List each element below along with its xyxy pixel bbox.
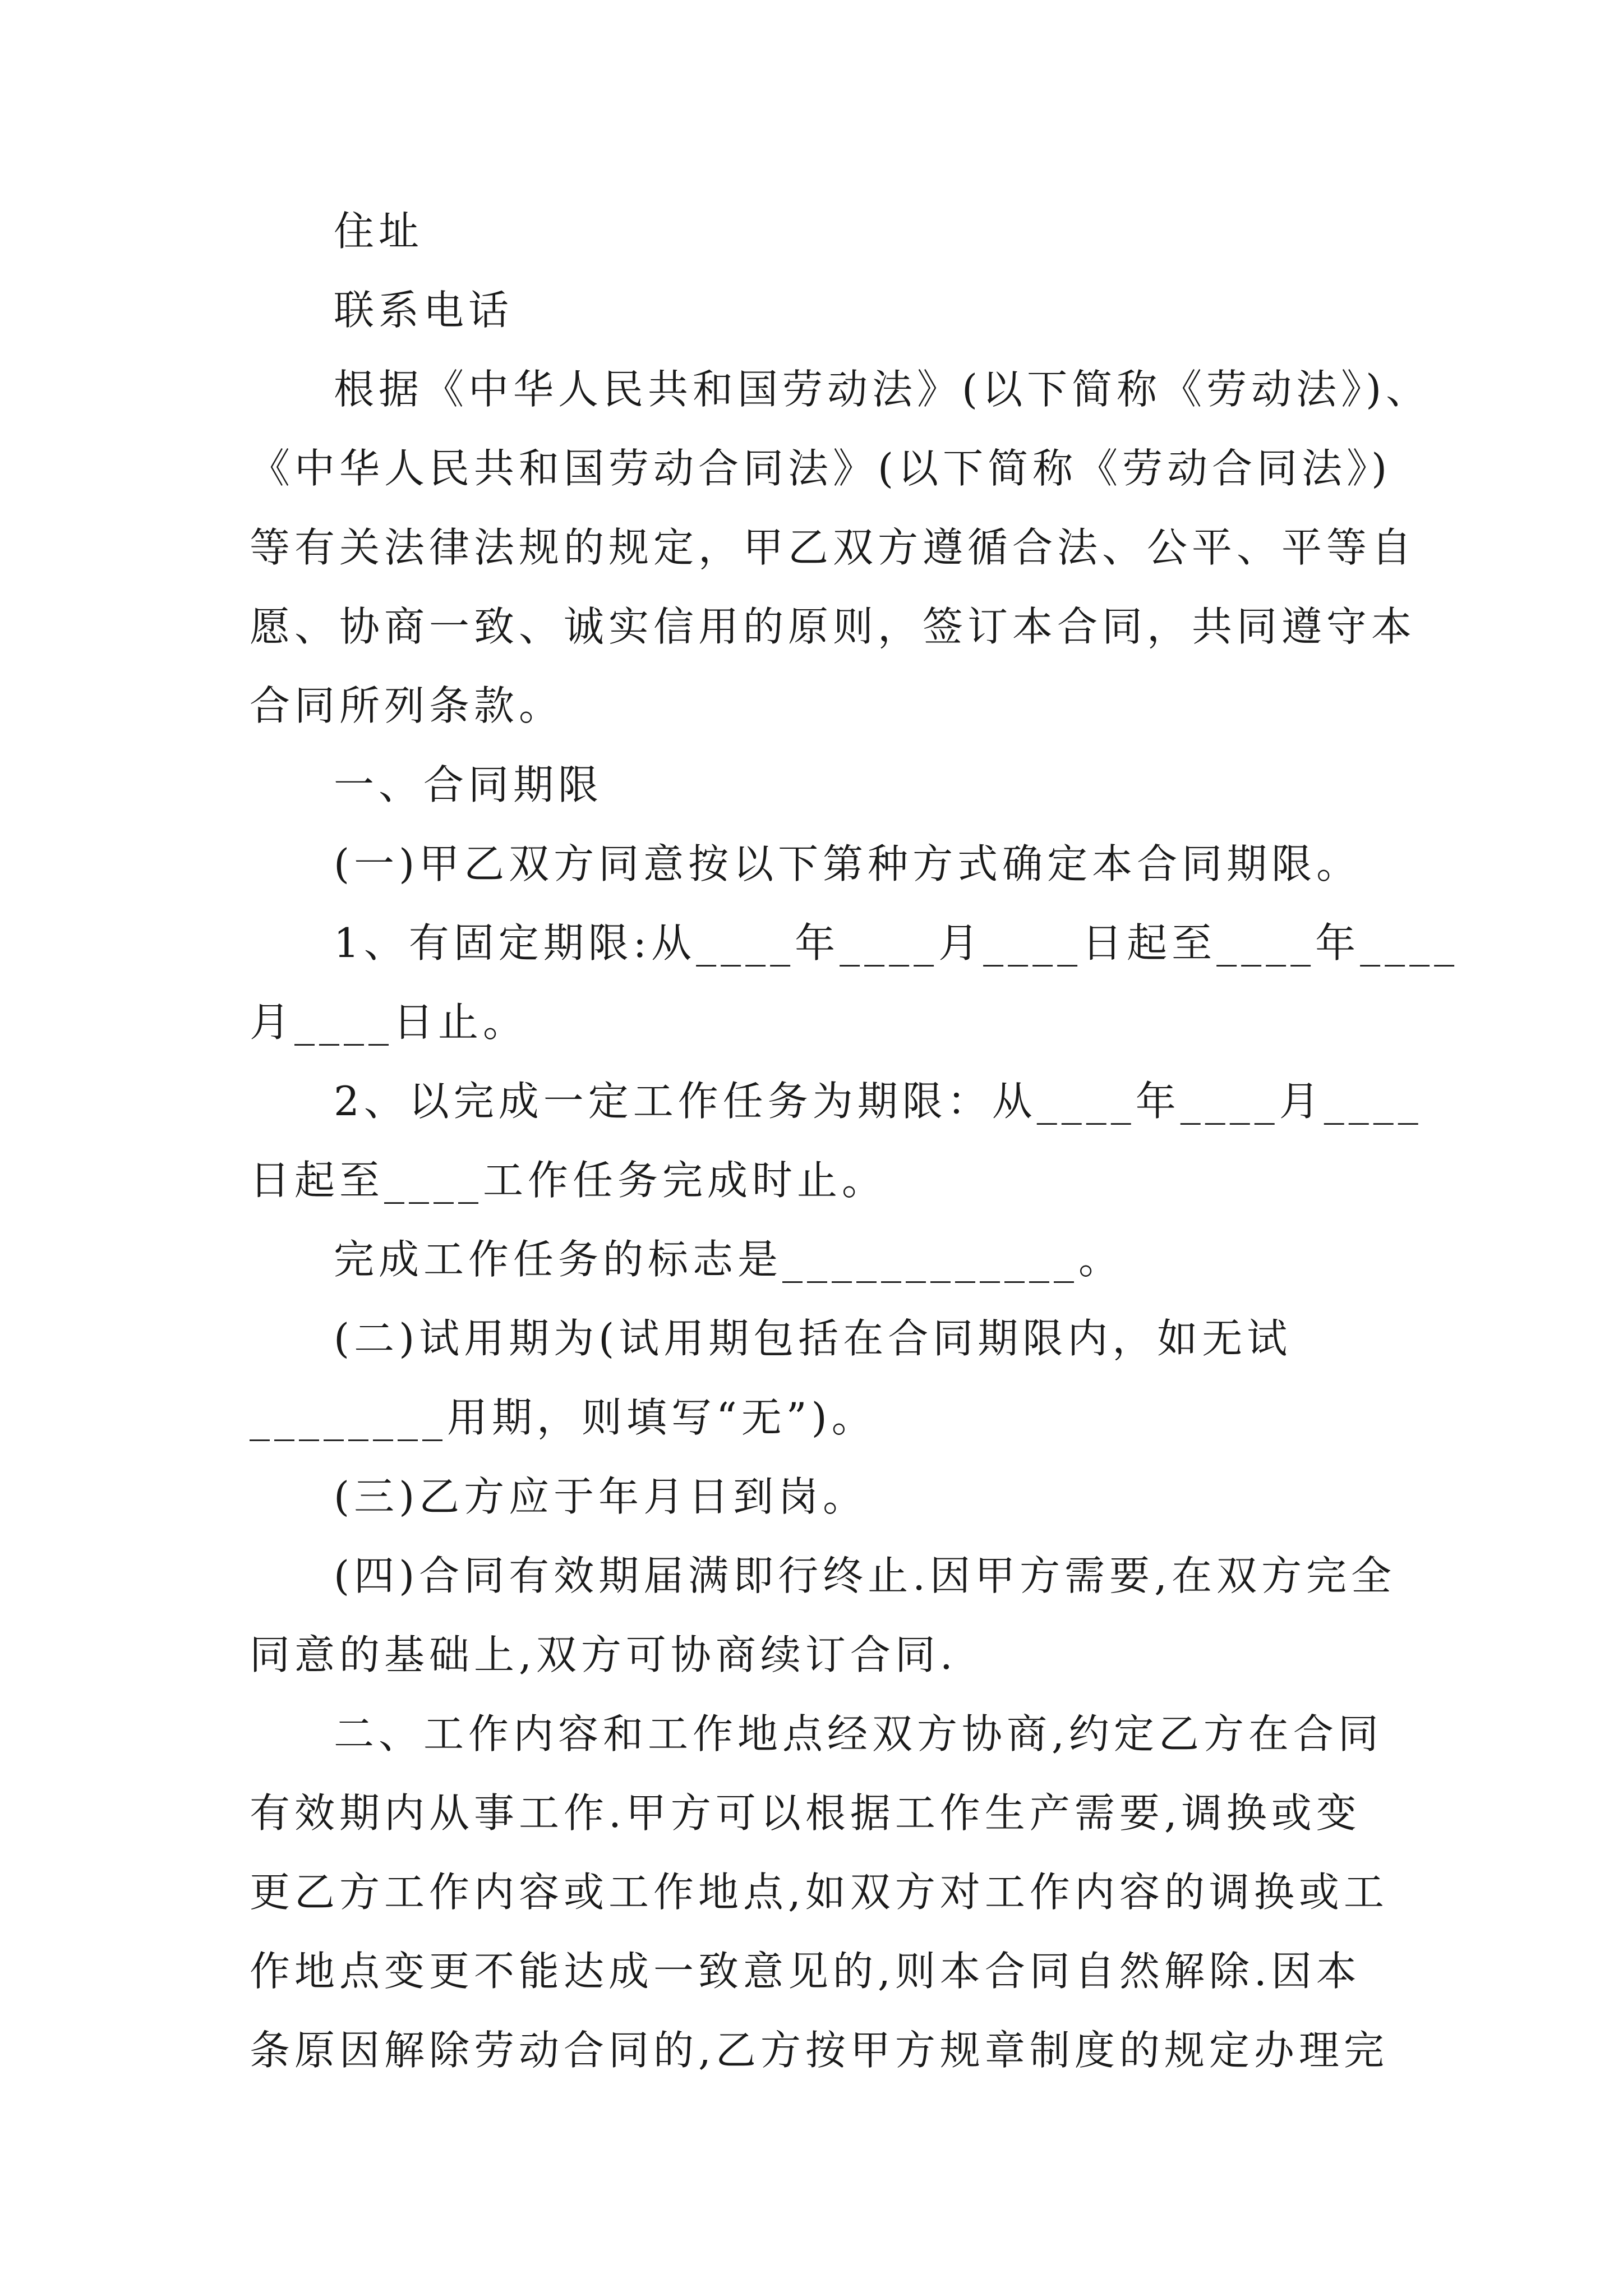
probation-line-1: (二)试用期为(试用期包括在合同期限内，如无试 bbox=[334, 1315, 1292, 1362]
task-term-line-2: 日起至____工作任务完成时止。 bbox=[250, 1157, 887, 1204]
preamble-line-5: 合同所列条款。 bbox=[250, 682, 564, 729]
preamble-line-4: 愿、协商一致、诚实信用的原则，签订本合同，共同遵守本 bbox=[250, 603, 1417, 650]
section-heading-contract-term: 一、合同期限 bbox=[334, 761, 603, 808]
fixed-term-line-1: 1、有固定期限:从____年____月____日起至____年____ bbox=[334, 919, 1459, 967]
preamble-line-1: 根据《中华人民共和国劳动法》(以下简称《劳动法》)、 bbox=[334, 366, 1431, 413]
document-body bbox=[250, 192, 1459, 2090]
work-content-line-3: 更乙方工作内容或工作地点,如双方对工作内容的调换或工 bbox=[250, 1869, 1389, 1916]
work-content-line-1: 二、工作内容和工作地点经双方协商,约定乙方在合同 bbox=[334, 1710, 1383, 1757]
probation-line-2: ________用期，则填写“无”)。 bbox=[250, 1394, 877, 1441]
fixed-term-line-2: 月____日止。 bbox=[250, 999, 528, 1046]
preamble-line-3: 等有关法律法规的规定，甲乙双方遵循合法、公平、平等自 bbox=[250, 524, 1417, 571]
task-term-line-1: 2、以完成一定工作任务为期限：从____年____月____ bbox=[334, 1078, 1423, 1125]
work-content-line-5: 条原因解除劳动合同的,乙方按甲方规章制度的规定办理完 bbox=[250, 2027, 1389, 2074]
start-date-line: (三)乙方应于年月日到岗。 bbox=[334, 1473, 868, 1520]
phone-label: 联系电话 bbox=[334, 287, 514, 334]
task-completion-line: 完成工作任务的标志是____________。 bbox=[334, 1236, 1124, 1283]
work-content-line-2: 有效期内从事工作.甲方可以根据工作生产需要,调换或变 bbox=[250, 1789, 1361, 1837]
work-content-line-4: 作地点变更不能达成一致意见的,则本合同自然解除.因本 bbox=[250, 1948, 1361, 1995]
expiry-line-2: 同意的基础上,双方可协商续订合同. bbox=[250, 1631, 957, 1678]
clause-1-1: (一)甲乙双方同意按以下第种方式确定本合同期限。 bbox=[334, 840, 1362, 887]
expiry-line-1: (四)合同有效期届满即行终止.因甲方需要,在双方完全 bbox=[334, 1552, 1396, 1599]
preamble-line-2: 《中华人民共和国劳动合同法》(以下简称《劳动合同法》) bbox=[250, 445, 1392, 492]
address-label: 住址 bbox=[334, 208, 424, 255]
